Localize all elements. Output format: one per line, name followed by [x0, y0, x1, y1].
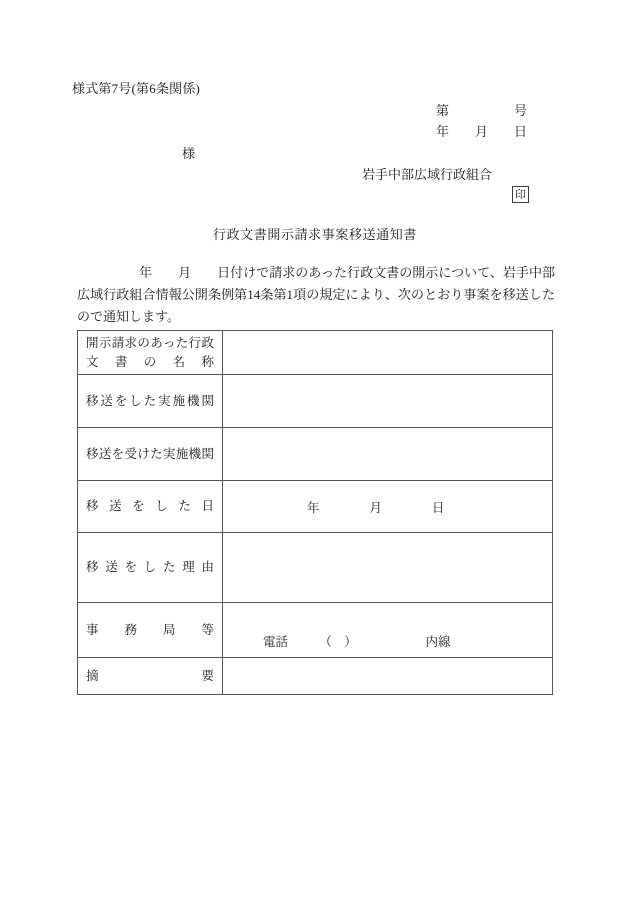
- row-value-document-name[interactable]: [223, 331, 553, 375]
- seal-stamp-box: 印: [512, 186, 529, 203]
- body-paragraph: [77, 262, 555, 328]
- table-row: [78, 428, 553, 481]
- row-label-line-1: 摘要: [86, 668, 214, 683]
- row-label-line-1: 事務局等: [86, 622, 214, 637]
- table-row: [78, 481, 553, 533]
- table-row: [78, 375, 553, 428]
- row-value-secretariat[interactable]: [223, 603, 553, 658]
- row-label-receiving-agency: [78, 428, 223, 481]
- row-label-line-1: 移送をした日: [86, 499, 214, 513]
- transfer-notice-table: [77, 330, 553, 695]
- table-row: [78, 603, 553, 658]
- row-label-document-name: [78, 331, 223, 375]
- row-label-line-1: 移送をした実施機関: [86, 393, 214, 408]
- addressee-honorific: 様: [182, 146, 196, 161]
- body-month-placeholder: 月: [178, 265, 192, 280]
- row-label-line-1: 移送を受けた実施機関: [86, 446, 214, 461]
- body-sentence: 日付けで請求のあった行政文書の開示について、岩手中部広域行政組合情報公開条例第14条第1項の規定により、次のとおり事案を移送したので通知します。: [77, 265, 555, 324]
- row-label-transfer-date: [78, 481, 223, 533]
- body-year-placeholder: 年: [139, 265, 153, 280]
- row-label-secretariat: [78, 603, 223, 658]
- row-value-transferring-agency[interactable]: [223, 375, 553, 428]
- row-label-transferring-agency: [78, 375, 223, 428]
- row-label-remarks: [78, 658, 223, 695]
- table-row: [78, 331, 553, 375]
- row-value-transfer-date[interactable]: [223, 481, 553, 533]
- row-label-line-2: 文書の名称: [86, 354, 214, 369]
- row-label-line-1: 移送をした理由: [86, 560, 214, 574]
- document-date-field: 年 月 日: [436, 124, 528, 139]
- table-row: [78, 533, 553, 603]
- form-number-label: 様式第7号(第6条関係): [72, 81, 201, 96]
- page-title: 行政文書開示請求事案移送通知書: [212, 227, 417, 242]
- issuing-organization: 岩手中部広域行政組合: [362, 167, 493, 182]
- row-value-text: 年 月 日: [307, 500, 445, 515]
- row-value-text: 電話 （ ） 内線: [263, 635, 451, 649]
- row-value-receiving-agency[interactable]: [223, 428, 553, 481]
- document-number-field: 第 号: [436, 103, 528, 118]
- row-value-transfer-reason[interactable]: [223, 533, 553, 603]
- row-label-line-1: 開示請求のあった行政: [86, 335, 214, 350]
- row-label-transfer-reason: [78, 533, 223, 603]
- table-row: [78, 658, 553, 695]
- row-value-remarks[interactable]: [223, 658, 553, 695]
